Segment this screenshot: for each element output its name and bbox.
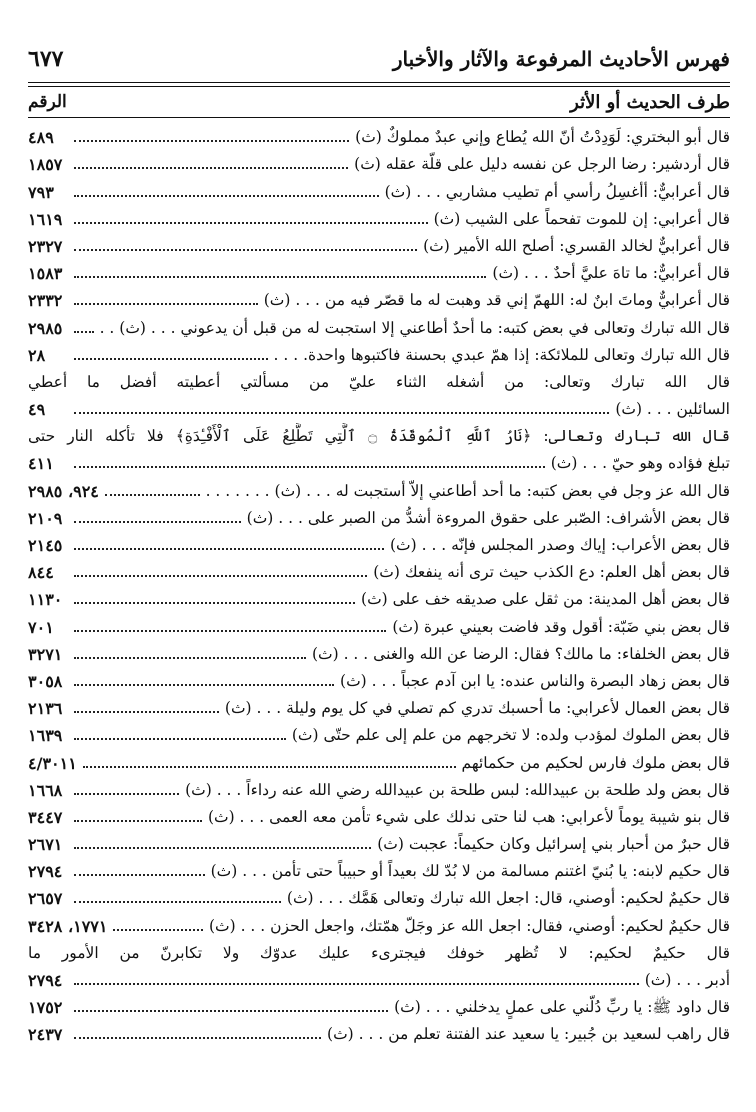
entry-text: قال حكيم لابنه: يا بُنيّ اغتنم مسالمة من لا بُدّ لك بعيداً أو حبيباً حتى تأمن . . . (ث)	[210, 862, 730, 881]
dot-leader	[74, 976, 639, 985]
index-entry	[28, 532, 730, 559]
column-header-text: طرف الحديث أو الأثر	[570, 91, 730, 113]
entry-number: ١٧٧١، ٣٤٢٨	[28, 916, 108, 936]
index-entry	[28, 342, 730, 369]
dot-leader	[113, 922, 202, 931]
index-entry	[28, 124, 730, 151]
dot-leader	[74, 1030, 321, 1039]
dot-leader	[74, 677, 334, 686]
column-header-number: الرقم	[28, 92, 67, 112]
entry-text: قال بعض ملوك فارس لحكيم من حكمائهم	[461, 753, 730, 772]
dot-leader	[74, 324, 94, 333]
index-entry	[28, 912, 730, 939]
dot-leader	[74, 813, 202, 822]
entry-text: قال بعض الأشراف: الصّبر على حقوق المروءة أشدُّ من الصبر على . . . (ث)	[246, 508, 730, 527]
index-entry	[28, 749, 730, 776]
entry-number: ٢٧٩٤	[28, 862, 63, 882]
entry-text: قال الله تبارك وتعالى في بعض كتبه: ما أحدٌ أطاعني إلا استجبت له من قبل أن يدعوني . . . (ث) . .	[100, 318, 730, 337]
dot-leader	[74, 894, 281, 903]
entry-text: قال بعض بني ضَبّة: أقول وقد فاضت بعيني عبرة (ث)	[392, 617, 730, 636]
dot-leader	[74, 459, 545, 468]
index-entry	[28, 151, 730, 178]
entry-number: ١٧٥٢	[28, 998, 63, 1018]
entry-text: قال بعض الأعراب: إياك وصدر المجلس فإنّه . . . (ث)	[389, 536, 730, 554]
index-entry	[28, 641, 730, 668]
index-entry	[28, 994, 730, 1021]
entry-number: ٢٤٣٧	[28, 1025, 63, 1045]
entry-number: ٧٠١	[28, 617, 54, 637]
index-entry	[28, 613, 730, 640]
entry-number: ٢١٤٥	[28, 536, 63, 555]
entry-text: قال داود ﷺ: يا ربِّ دُلّني على عملٍ يدخلني . . . (ث)	[394, 998, 730, 1017]
dot-leader	[74, 215, 428, 224]
entry-text: قال الله تبارك وتعالى: من أشغله الثناء عليّ من مسألتي أعطيته أفضل ما أعطي	[28, 372, 730, 391]
entry-text: قال أردشير: رضا الرجل عن نفسه دليل على قلّة عقله (ث)	[354, 155, 730, 174]
entry-text: قال بعض أهل العلم: دع الكذب حيث ترى أنه ينفعك (ث)	[373, 563, 730, 582]
entry-number: ١٥٨٣	[28, 264, 63, 284]
dot-leader	[74, 840, 371, 849]
index-entries	[28, 124, 730, 1048]
dot-leader	[74, 188, 379, 197]
entry-text: قال الله عز وجل في بعض كتبه: ما أحد أطاعني إلاّ أستجبت له . . . (ث) . . . . . . .	[205, 481, 730, 500]
entry-number: ٢٨	[28, 345, 46, 365]
index-entry	[28, 260, 730, 287]
dot-leader	[74, 867, 205, 876]
index-entry	[28, 940, 730, 967]
entry-number: ٢١٠٩	[28, 508, 63, 528]
index-entry	[28, 831, 730, 858]
entry-number: ١٦٣٩	[28, 726, 63, 746]
entry-number: ٤٨٩	[28, 128, 54, 148]
dot-leader	[74, 568, 367, 577]
entry-text: قال حكيمٌ لحكيم: أوصني، قال: اجعل الله تبارك وتعالى هَمَّك . . . (ث)	[286, 889, 730, 908]
dot-leader	[74, 541, 384, 550]
entry-text: قال حكيمٌ لحكيم: أوصني، فقال: اجعل الله عز وجَلّ همّتك، واجعل الحزن . . . (ث)	[208, 916, 730, 935]
entry-number: ٨٤٤	[28, 563, 54, 583]
dot-leader	[74, 133, 349, 142]
entry-text: قال أعرابيٌّ: أأغسِلُ رأسي أم تطيب مشاربي . . . (ث)	[384, 182, 730, 201]
index-entry	[28, 287, 730, 314]
index-entry	[28, 722, 730, 749]
entry-number: ٢٧٩٤	[28, 971, 63, 990]
entry-number: ١١٣٠	[28, 590, 63, 610]
column-headers	[28, 87, 730, 118]
index-entry	[28, 777, 730, 804]
index-entry	[28, 505, 730, 532]
index-entry	[28, 206, 730, 233]
index-entry	[28, 477, 730, 504]
dot-leader	[74, 704, 219, 713]
index-entry	[28, 178, 730, 205]
entry-text: أدبر . . . (ث)	[644, 971, 730, 989]
page-header	[28, 38, 730, 80]
entry-text: قال الله تبارك وتعالى للملائكة: إذا همّ عبدي بحسنة فاكتبوها واحدة. . . .	[273, 345, 730, 364]
entry-text: قال بعض أهل المدينة: من ثقل على صديقه خف على (ث)	[361, 590, 730, 609]
entry-text: قال بعض الملوك لمؤدب ولده: لا تخرجهم من علم إلى علم حتّى (ث)	[291, 726, 730, 745]
entry-number: ٢٦٧١	[28, 835, 63, 855]
entry-number: ١٨٥٧	[28, 155, 63, 175]
entry-text: قال أبو البختري: لَوَدِدْتُ أنّ الله يُطاع وإني عبدٌ مملوكٌ (ث)	[355, 128, 730, 147]
index-entry	[28, 586, 730, 613]
entry-text: قال الله تبارك وتعالى: ﴿نَارُ ٱللَّهِ ٱلْمُوقَدَةُ ۝ ٱلَّتِي تَطَّلِعُ عَلَى ٱلْأَفْـِٔدَةِ﴾ فلا تأكله النار حتى	[28, 427, 730, 446]
entry-number: ٣٠٥٨	[28, 671, 63, 691]
entry-text: تبلغ فؤاده وهو حيّ . . . (ث)	[550, 454, 730, 473]
dot-leader	[74, 595, 355, 604]
entry-number: ١٦٦٨	[28, 780, 63, 800]
entry-number: ٩٢٤، ٢٩٨٥	[28, 481, 99, 501]
index-entry	[28, 314, 730, 341]
dot-leader	[74, 731, 286, 740]
index-entry	[28, 668, 730, 695]
entry-text: قال أعرابيٌّ: ما تاهَ عليَّ أحدٌ . . . (ث)	[492, 264, 730, 283]
index-entry	[28, 423, 730, 450]
dot-leader	[74, 514, 241, 523]
index-entry	[28, 559, 730, 586]
dot-leader	[83, 759, 456, 768]
index-entry	[28, 695, 730, 722]
dot-leader	[74, 160, 348, 169]
entry-text: قال راهب لسعيد بن جُبير: يا سعيد عند الفتنة تعلم من . . . (ث)	[327, 1025, 730, 1044]
index-page	[28, 38, 730, 1048]
entry-number: ٢٣٢٧	[28, 236, 63, 256]
index-entry	[28, 804, 730, 831]
index-entry	[28, 396, 730, 423]
entry-text: قال بعض زهاد البصرة والناس عنده: يا ابن آدم عجباً . . . (ث)	[340, 671, 730, 690]
dot-leader	[74, 242, 417, 251]
entry-number: ٢٣٣٢	[28, 291, 63, 311]
dot-leader	[74, 405, 609, 414]
index-entry	[28, 233, 730, 260]
index-entry	[28, 885, 730, 912]
entry-text: قال بنو شيبة يوماً لأعرابي: هب لنا حتى ندلك على شيء تأمن معه العمى . . . (ث)	[207, 807, 730, 826]
dot-leader	[74, 269, 486, 278]
entry-text: قال أعرابي: إن للموت تفحماً على الشيب (ث)	[433, 209, 730, 228]
entry-number: ٤٩	[28, 400, 46, 420]
entry-text: قال أعرابيٌّ وماتَ ابنٌ له: اللهمّ إني قد وهبت له ما قصّر فيه من . . . (ث)	[263, 291, 730, 310]
dot-leader	[105, 487, 200, 496]
dot-leader	[74, 351, 268, 360]
page-number: ٦٧٧	[28, 46, 64, 72]
entry-number: ٤١١	[28, 454, 54, 474]
dot-leader	[74, 623, 386, 632]
entry-number: ٣٢٧١	[28, 644, 63, 664]
entry-number: ٣٤٤٧	[28, 807, 63, 827]
dot-leader	[74, 650, 306, 659]
dot-leader	[74, 1003, 388, 1012]
entry-text: قال بعض ولد طلحة بن عبيدالله: لبس طلحة بن عبيدالله رضي الله عنه رداءاً . . . (ث)	[185, 780, 730, 799]
entry-number: ٢٦٥٧	[28, 889, 63, 909]
dot-leader	[74, 296, 258, 305]
entry-text: السائلين . . . (ث)	[615, 400, 730, 419]
entry-text: قال بعض الخلفاء: ما مالك؟ فقال: الرضا عن الله والغنى . . . (ث)	[311, 644, 730, 663]
dot-leader	[74, 786, 179, 795]
page-title: فهرس الأحاديث المرفوعة والآثار والأخبار	[392, 47, 730, 71]
index-entry	[28, 858, 730, 885]
entry-number: ٤/٣٠١١	[28, 753, 77, 773]
entry-text: قال حبرٌ من أحبار بني إسرائيل وكان حكيماً: عجبت (ث)	[377, 835, 730, 854]
entry-number: ٧٩٣	[28, 182, 54, 202]
entry-text: قال أعرابيٌّ لخالد القسري: أصلح الله الأمير (ث)	[423, 236, 730, 255]
entry-text: قال بعض العمال لأعرابي: ما أحسبك تدري كم تصلي في كل يوم وليلة . . . (ث)	[224, 699, 730, 718]
entry-number: ٢٩٨٥	[28, 318, 63, 338]
index-entry	[28, 1021, 730, 1048]
entry-number: ١٦١٩	[28, 209, 63, 229]
index-entry	[28, 450, 730, 477]
index-entry	[28, 967, 730, 994]
entry-text: قال حكيمٌ لحكيم: لا تُظهر خوفك فيجترىء عليك عدوّك ولا تكابرنّ من الأمور ما	[28, 943, 730, 962]
index-entry	[28, 369, 730, 396]
entry-number: ٢١٣٦	[28, 699, 63, 719]
